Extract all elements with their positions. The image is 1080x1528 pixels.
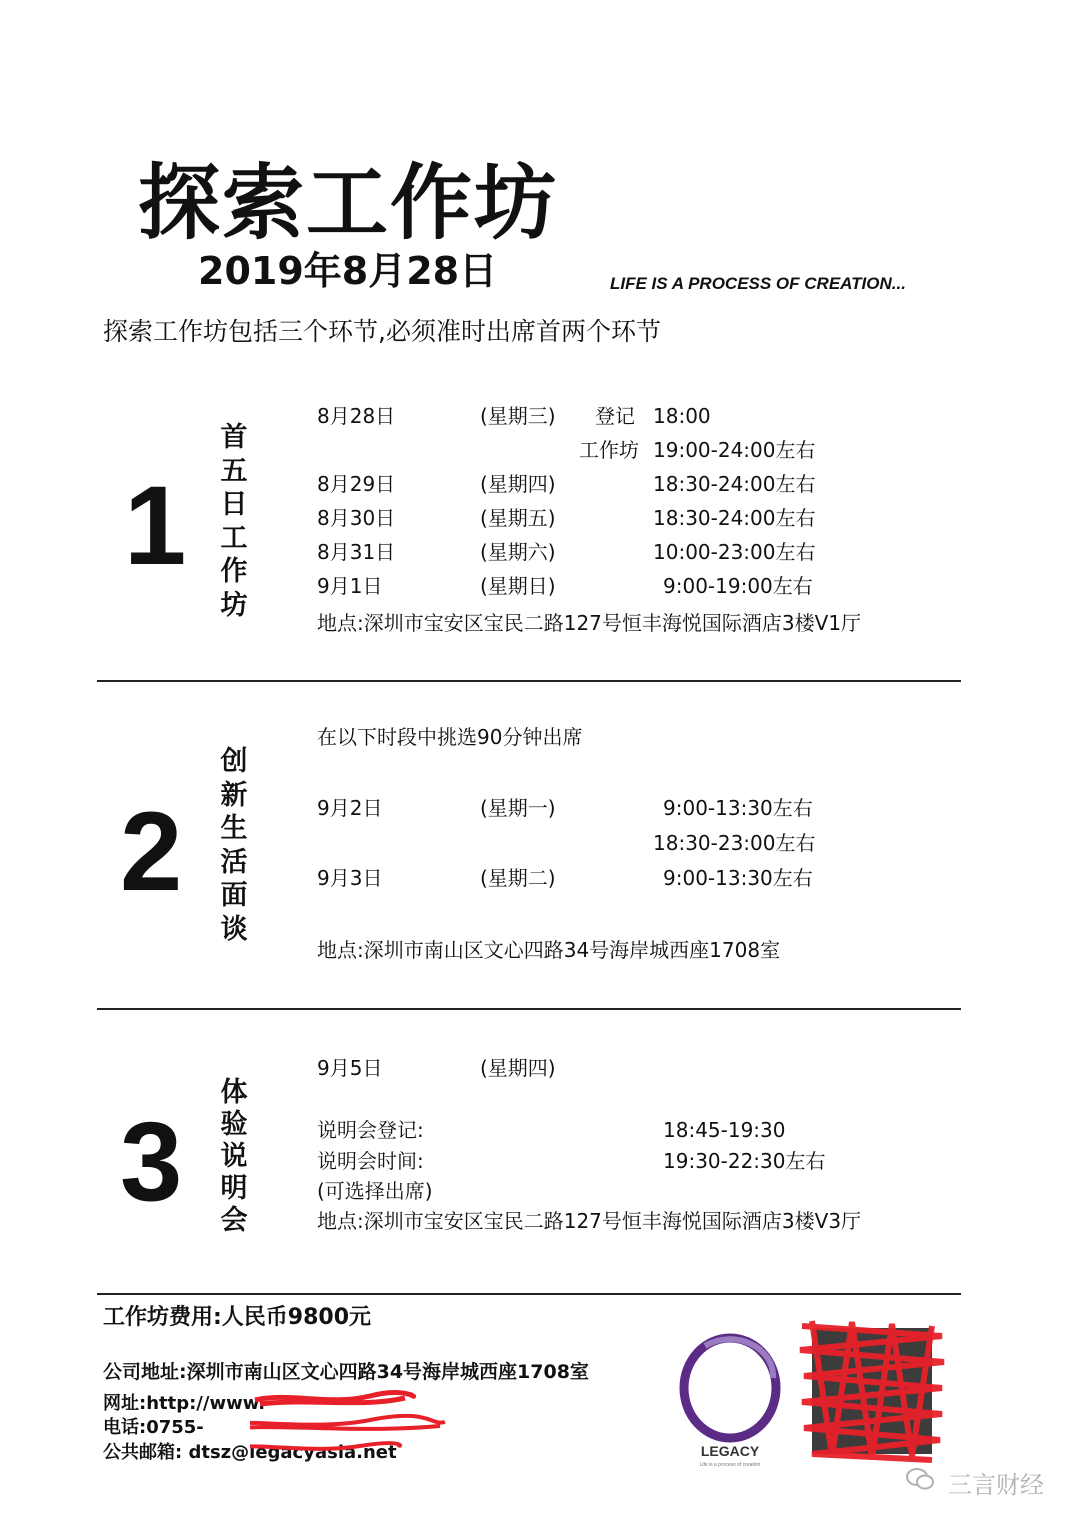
company-address: 公司地址:深圳市南山区文心四路34号海岸城西座1708室 bbox=[103, 1361, 589, 1383]
location: 地点:深圳市南山区文心四路34号海岸城西座1708室 bbox=[317, 938, 781, 962]
row-date: 8月29日 bbox=[317, 472, 396, 496]
legacy-logo bbox=[675, 1328, 785, 1468]
row-weekday: (星期日) bbox=[480, 574, 556, 598]
row-time: 18:30-24:00左右 bbox=[653, 506, 816, 530]
row-time: 18:30-23:00左右 bbox=[653, 831, 816, 855]
row-weekday: (星期六) bbox=[480, 540, 556, 564]
row-label: 说明会登记: bbox=[317, 1118, 424, 1142]
row-date: 9月1日 bbox=[317, 574, 383, 598]
row-label: 登记 bbox=[595, 404, 635, 428]
divider bbox=[97, 1293, 961, 1295]
row-weekday: (星期三) bbox=[480, 404, 556, 428]
location: 地点:深圳市宝安区宝民二路127号恒丰海悦国际酒店3楼V1厅 bbox=[317, 611, 862, 635]
row-date: 9月3日 bbox=[317, 866, 383, 890]
section-number: 3 bbox=[120, 1099, 183, 1224]
page-title: 探索工作坊 bbox=[138, 156, 559, 251]
qr-redaction bbox=[792, 1316, 952, 1466]
section-number: 2 bbox=[120, 789, 183, 914]
section-note: 在以下时段中挑选90分钟出席 bbox=[317, 725, 583, 749]
intro-text: 探索工作坊包括三个环节,必须准时出席首两个环节 bbox=[103, 317, 661, 346]
divider bbox=[97, 680, 961, 682]
row-time: 18:00 bbox=[653, 404, 711, 428]
section-title: 首五日工作坊 bbox=[220, 422, 248, 621]
event-date: 2019年8月28日 bbox=[198, 249, 498, 293]
row-time: 9:00-19:00左右 bbox=[663, 574, 813, 598]
email: 公共邮箱: dtsz@legacyasia.net bbox=[103, 1442, 397, 1463]
optional-note: (可选择出席) bbox=[317, 1179, 433, 1203]
row-time: 9:00-13:30左右 bbox=[663, 866, 813, 890]
section-number: 1 bbox=[124, 463, 187, 588]
redaction-scribble bbox=[250, 1386, 450, 1466]
row-time: 18:45-19:30 bbox=[663, 1118, 786, 1142]
row-date: 9月2日 bbox=[317, 796, 383, 820]
row-date: 8月31日 bbox=[317, 540, 396, 564]
row-label: 说明会时间: bbox=[317, 1149, 424, 1173]
row-label: 工作坊 bbox=[579, 438, 639, 462]
row-weekday: (星期四) bbox=[480, 1056, 556, 1080]
row-time: 9:00-13:30左右 bbox=[663, 796, 813, 820]
row-weekday: (星期一) bbox=[480, 796, 556, 820]
row-date: 8月28日 bbox=[317, 404, 396, 428]
row-weekday: (星期二) bbox=[480, 866, 556, 890]
workshop-fee: 工作坊费用:人民币9800元 bbox=[103, 1305, 372, 1330]
row-date: 8月30日 bbox=[317, 506, 396, 530]
section-title: 创新生活面谈 bbox=[220, 746, 248, 945]
divider bbox=[97, 1008, 961, 1010]
row-time: 18:30-24:00左右 bbox=[653, 472, 816, 496]
wechat-icon bbox=[905, 1466, 935, 1492]
row-time: 19:00-24:00左右 bbox=[653, 438, 816, 462]
logo-tagline: Life is a process of creation bbox=[699, 1462, 761, 1468]
section-title: 体验说明会 bbox=[220, 1077, 248, 1236]
row-weekday: (星期五) bbox=[480, 506, 556, 530]
logo-name: LEGACY bbox=[700, 1443, 760, 1459]
row-weekday: (星期四) bbox=[480, 472, 556, 496]
location: 地点:深圳市宝安区宝民二路127号恒丰海悦国际酒店3楼V3厅 bbox=[317, 1209, 862, 1233]
website: 网址:http://www. bbox=[103, 1393, 266, 1414]
phone: 电话:0755- bbox=[103, 1417, 204, 1438]
row-time: 10:00-23:00左右 bbox=[653, 540, 816, 564]
row-date: 9月5日 bbox=[317, 1056, 383, 1080]
slogan: LIFE IS A PROCESS OF CREATION... bbox=[610, 274, 906, 293]
row-time: 19:30-22:30左右 bbox=[663, 1149, 826, 1173]
watermark: 三言财经 bbox=[948, 1471, 1044, 1499]
